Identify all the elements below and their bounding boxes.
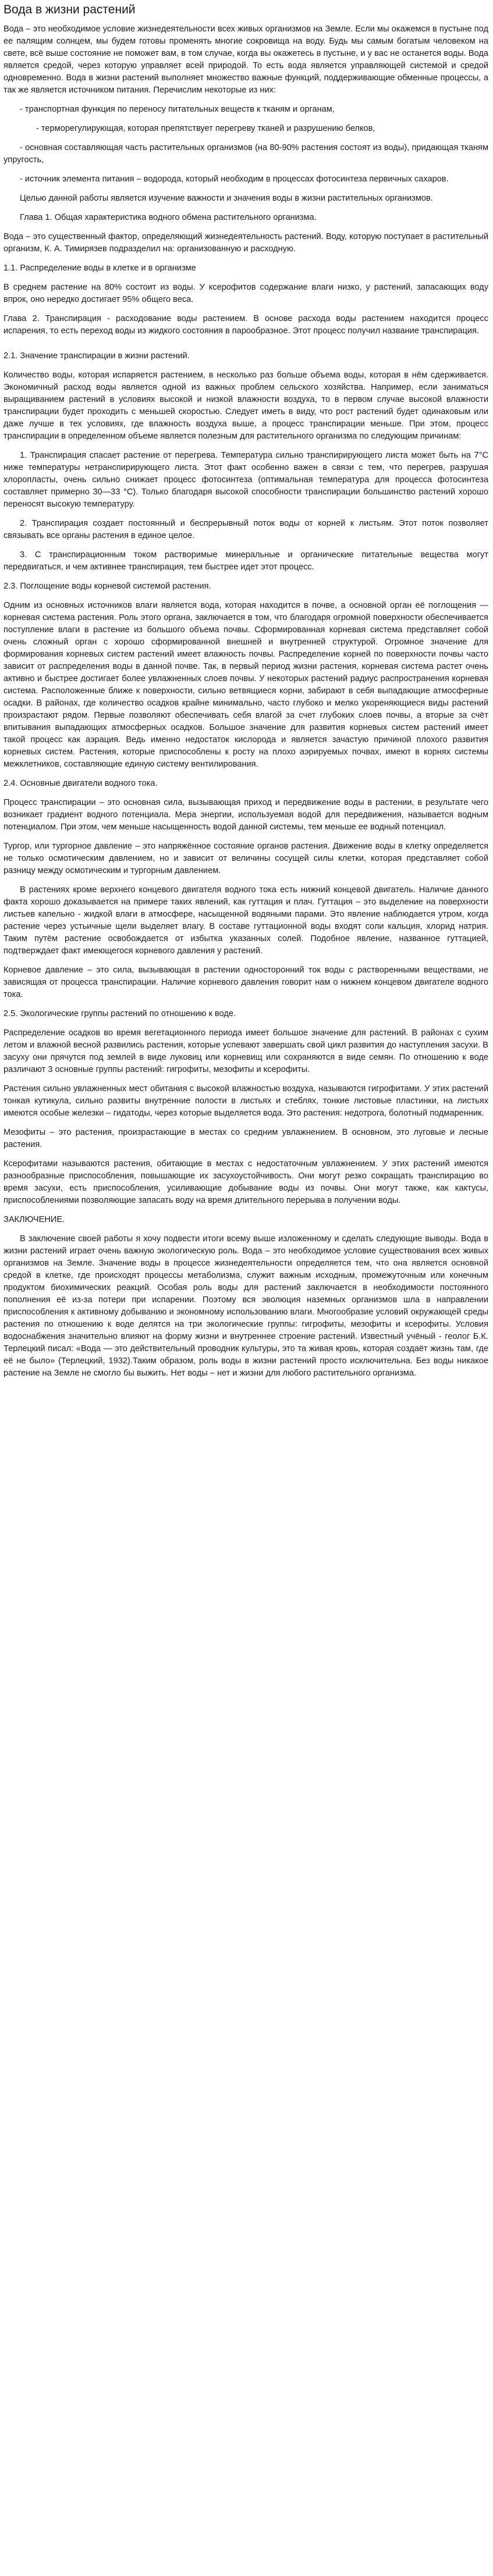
section-2-5-paragraph: Распределение осадков во время вегетационного периода имеет большое значение для растений. В районах с сухим летом и влажной весной развились растения, которые успевают завершать свой цикл развития до наступления засухи. В засуху они прячутся под землей в виде луковиц или корневищ или сохраняются в виде семян. По отношению к воде различают 3 основные группы растений: гигрофиты, мезофиты и ксерофиты. (3, 1028, 488, 1074)
transpiration-reason-2: 2. Транспирация создает постоянный и беспрерывный поток воды от корней к листьям. Этот поток позволяет связывать все органы растения в единое целое. (3, 519, 488, 540)
guttation-paragraph: В растениях кроме верхнего концевого двигателя водного тока есть нижний концевой двигатель. Наличие данного факта хорошо доказывается на примере таких явлений, как гуттация и плач. Гуттация – это выделение на поверхности листьев капельно - жидкой влаги в атмосфере, насыщенной водяными парами. Это явление наблюдается утром, когда растение через устьичные щели выделяет влагу. В составе гуттационной воды входят соли кальция, хлорид натрия. Таким путём растение освобождается от избытка указанных солей. Подобное явление, названное гуттацией, подтверждает факт имеющегося корневого давления у растений. (3, 885, 488, 956)
section-2-3-heading: 2.3. Поглощение воды корневой системой растения. (3, 582, 211, 591)
section-2-4-heading: 2.4. Основные двигатели водного тока. (3, 779, 158, 788)
section-1-1-heading: 1.1. Распределение воды в клетке и в организме (3, 263, 196, 273)
section-2-1-heading: 2.1. Значение транспирации в жизни растений. (3, 351, 190, 361)
intro-paragraph: Вода – это необходимое условие жизнедеятельности всех живых организмов на Земле. Если мы окажемся в пустыне под ее палящим солнцем, мы будем готовы променять многие сокровища на воду. Будь мы самым богатым человеком на свете, всё выше состояние не поможет вам, в том случае, когда вы окажетесь в пустыне, и у вас не останется воды. Вода является средой, через которую управляет всей природой. То есть вода является управляющей системой и средой одновременно. Вода в жизни растений выполняет множество важные функций, поддерживающие обменные процессы, а так же является источником питания. Перечислим некоторые из них: (3, 24, 488, 95)
section-2-4-paragraph: Процесс транспирации – это основная сила, вызывающая приход и передвижение воды в растении, в результате чего возникает градиент водного потенциала. Мера энергии, используемая водой для передвижения, называется водным потенциалом. При этом, чем меньше насыщенность водой данной системы, тем меньше ее водный потенциал. (3, 798, 488, 832)
transpiration-reason-1: 1. Транспирация спасает растение от перегрева. Температура сильно транспирирующего листа может быть на 7°С ниже температуры нетранспирирующего листа. Этот факт особенно важен в связи с тем, что перегрев, разрушая хлоропласты, очень сильно снижает процесс фотосинтеза (оптимальная температура для процесса фотосинтеза составляет примерно 30—33 °С). Только благодаря высокой способности транспирации большинство растений хорошо переносят высокую температуру. (3, 451, 488, 509)
chapter-1-heading: Глава 1. Общая характеристика водного обмена растительного организма. (20, 213, 317, 222)
section-2-3-paragraph: Одним из основных источников влаги является вода, которая находится в почве, а основной орган её поглощения — корневая система растения. Роль этого органа, заключается в том, что благодаря огромной поверхности обеспечивается поступление влаги в растение из большого объема почвы. Сформированная корневая система представляет собой очень сложный орган с хорошо сформированной внешней и внутренней структурой. Огромное значение для формирования корневых систем растений имеет влажность почвы. Распределение корней по поверхности почвы часто зависит от распределения воды в данной почве. Так, в первый период жизни растения, корневая система растет очень активно и быстрее достигает более увлажненных слоев почвы. У некоторых растений радиус распространения корневая система. Расположенные ближе к поверхности, сильно ветвящиеся корни, забирают в себя выпадающие атмосферные осадки. В районах, где количество осадков крайне минимально, часто глубоко и мелко укореняющиеся виды растений произрастают рядом. Первые позволяют обеспечивать себя влагой за счет глубоких слоев почвы, а вторые за счёт впитывания выпадающих атмосферных осадков. Большое значение для развития корневых систем растений имеет такой процесс как аэрация. Ведь именно недостаток кислорода и является зачастую причиной плохого развития корневых систем. Растения, которые приспособлены к росту на плохо аэрируемых почвах, имеют в корнях системы межклетников, составляющие единую систему вентилирования. (3, 601, 488, 769)
conclusion-paragraph: В заключение своей работы я хочу подвести итоги всему выше изложенному и сделать следующие выводы. Вода в жизни растений играет очень важную экологическую роль. Вода – это необходимое условие существования всех живых организмов на Земле. Значение воды в процессе жизнедеятельности определяется тем, что она является основной средой в клетке, где происходят процессы метаболизма, служит важным исходным, промежуточным или конечным продуктом биохимических реакций. Особая роль воды для растений заключается в необходимости постоянного пополнения её из-за потери при испарении. Поэтому вся эволюция наземных организмов шла в направлении приспособления к активному добыванию и экономному использованию влаги. Многообразие условий окружающей среды растения по отношению к воде делятся на три экологические группы: гигрофиты, мезофиты и ксерофиты. Условия водоснабжения значительно влияют на форму жизни и внутреннее строение растений. Известный учёный - геолог Б.К. Терлецкий писал: «Вода — это действительный проводник культуры, это та живая кровь, которая создаёт жизнь там, где её не было» (Терлецкий, 1932).Таким образом, роль воды в жизни растений просто исключительна. Без воды никакое растение на Земле не смогло бы выжить. Нет воды – нет и жизни для любого растительного организма. (3, 1234, 488, 1378)
hygrophytes-paragraph: Растения сильно увлажненных мест обитания с высокой влажностью воздуха, называются гигрофитами. У этих растений тонкая кутикула, сильно развиты внутренние полости в листьях и стеблях, тонкие листовые пластинки, на листьях имеются особые железки – гидатоды, через которые выделяется вода. Это растения: недотрога, болотный подмаренник. (3, 1084, 488, 1118)
function-item-transport: - транспортная функция по переносу питательных веществ к тканям и органам, (20, 105, 335, 114)
conclusion-heading: ЗАКЛЮЧЕНИЕ. (3, 1215, 65, 1224)
function-item-component: - основная составляющая часть растительных организмов (на 80-90% растения состоят из воды), придающая тканям упругость, (3, 143, 488, 165)
chapter-1-paragraph: Вода – это существенный фактор, определяющий жизнедеятельность растений. Воду, которую поступает в растительный организм, К. А. Тимирязев подразделил на: организованную и расходную. (3, 232, 488, 254)
transpiration-reason-3: 3. С транспирационным током растворимые минеральные и органические питательные вещества могут передвигаться, и чем активнее транспирация, тем быстрее идет этот процесс. (3, 550, 488, 572)
document-title: Вода в жизни растений (3, 3, 136, 16)
function-item-thermoregulation: - терморегулирующая, которая препятствует перегреву тканей и разрушению белков, (36, 124, 375, 133)
xerophytes-paragraph: Ксерофитами называются растения, обитающие в местах с недостаточным увлажнением. У этих растений имеются разнообразные приспособления, повышающие их засухоустойчивость. Они могут резко сокращать транспирацию во время засухи, есть приспособления, усиливающие добывание воды из почвы. Они могут также, как кактусы, приспособлениями позволяющие запасать воду на время длительного перерыва в получении воды. (3, 1159, 488, 1205)
function-item-hydrogen: - источник элемента питания – водорода, который необходим в процессах фотосинтеза первичных сахаров. (20, 174, 449, 184)
goal-paragraph: Целью данной работы является изучение важности и значения воды в жизни растительных организмов. (20, 194, 433, 203)
root-pressure-paragraph: Корневое давление – это сила, вызывающая в растении односторонний ток воды с растворенными веществами, не зависящая от процесса транспирации. Наличие корневого давления говорит нам о нижнем концевом двигателе водного тока. (3, 965, 488, 999)
section-1-1-paragraph: В среднем растение на 80% состоит из воды. У ксерофитов содержание влаги низко, у растений, запасающих воду впрок, оно нередко достигает 95% общего веса. (3, 283, 488, 304)
section-2-5-heading: 2.5. Экологические группы растений по отношению к воде. (3, 1009, 236, 1018)
mesophytes-paragraph: Мезофиты – это растения, произрастающие в местах со средним увлажнением. В основном, это луговые и лесные растения. (3, 1128, 488, 1149)
chapter-2-paragraph: Глава 2. Транспирация - расходование воды растением. В основе расхода воды растением находится процесс испарения, то есть переход воды из жидкого состояния в парообразное. Этот процесс получил название транспирация. (3, 314, 488, 336)
turgor-paragraph: Тургор, или тургорное давление – это напряжённое состояние органов растения. Движение воды в клетку определяется не только осмотическим давлением, но и зависит от величины сосущей силы клетки, которая представляет собой разницу между осмотическим и тургорным давлением. (3, 842, 488, 875)
section-2-1-paragraph: Количество воды, которая испаряется растением, в несколько раз больше объема воды, которая в нём сдерживается. Экономичный расход воды является одной из важных проблем сельского хозяйства. Например, если заниматься выращиванием растений в условиях высокой и низкой влажности воздуха, то в первом случае высокой влажности транспирации будет проходить с меньшей скоростью. Следует иметь в виду, что рост растений будет одинаковым или даже лучше в тех условиях, где влажность воздуха выше, а процесс транспирации меньше. При этом, процесс транспирации в определенном объеме является полезным для растительного организма по следующим причинам: (3, 370, 488, 441)
